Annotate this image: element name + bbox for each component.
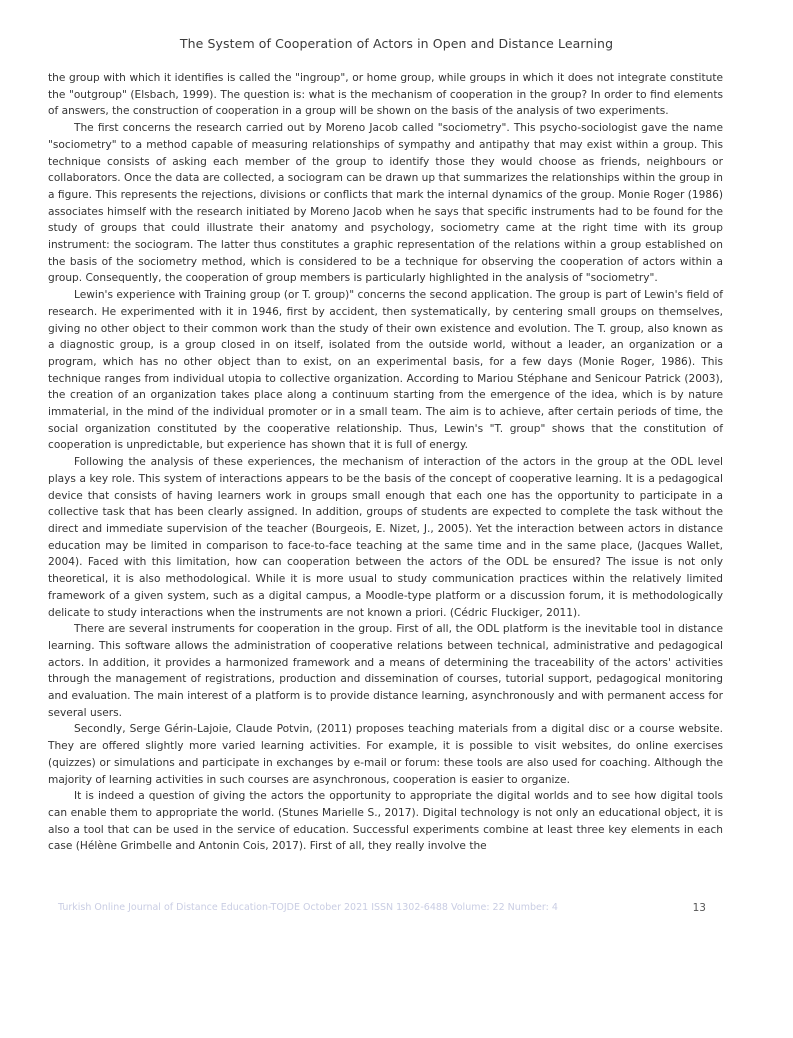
page-number: 13 — [692, 902, 706, 914]
article-body — [48, 70, 723, 855]
paragraph-7: It is indeed a question of giving the actors the opportunity to appropriate the digital worlds and to see how digital tools can enable them to appropriate the world. (Stunes Marielle S., 2017). Digital technology is not only an educational object, it is also a tool that can be used in the service of education. Successful experiments combine at least three key elements in each case (Hélène Grimbelle and Antonin Cois, 2017). First of all, they really involve the — [48, 790, 723, 853]
paragraph-1: the group with which it identifies is called the "ingroup", or home group, while groups in which it does not integrate constitute the "outgroup" (Elsbach, 1999). The question is: what is the mechanism of cooperation in the group? In order to find elements of answers, the construction of cooperation in a group will be shown on the basis of the analysis of two experiments. — [48, 72, 723, 118]
paragraph-4: Following the analysis of these experiences, the mechanism of interaction of the actors in the group at the ODL level plays a key role. This system of interactions appears to be the basis of the concept of cooperative learning. It is a pedagogical device that consists of having learners work in groups small enough that each one has the opportunity to participate in a collective task that has been clearly assigned. In addition, groups of students are expected to complete the task without the direct and immediate supervision of the teacher (Bourgeois, E. Nizet, J., 2005). Yet the interaction between actors in distance education may be limited in comparison to face-to-face teaching at the same time and in the same place, (Jacques Wallet, 2004). Faced with this limitation, how can cooperation between the actors of the ODL be ensured? The issue is not only theoretical, it is also methodological. While it is more usual to study communication practices within the relatively limited framework of a given system, such as a digital campus, a Moodle-type platform or a discussion forum, it is methodologically delicate to study interactions when the instruments are not known a priori. (Cédric Fluckiger, 2011). — [48, 456, 723, 619]
paragraph-2: The first concerns the research carried out by Moreno Jacob called "sociometry". This psycho-sociologist gave the name "sociometry" to a method capable of measuring relationships of sympathy and antipathy that may exist within a group. This technique consists of asking each member of the group to identify those they would choose as friends, neighbours or collaborators. Once the data are collected, a sociogram can be drawn up that summarizes the relationships within the group in a figure. This represents the rejections, divisions or conflicts that mark the internal dynamics of the group. Monie Roger (1986) associates himself with the research initiated by Moreno Jacob when he says that specific instruments had to be found for the study of groups that could illustrate their anatomy and psychology, sociometry came at the right time with its group instrument: the sociogram. The latter thus constitutes a graphic representation of the relations within a group established on the basis of the sociometry method, which is considered to be a technique for observing the cooperation of actors within a group. Consequently, the cooperation of group members is particularly highlighted in the analysis of "sociometry". — [48, 122, 723, 285]
footer-journal-info: Turkish Online Journal of Distance Education-TOJDE October 2021 ISSN 1302-6488 Volume: 22 Number: 4 — [58, 902, 558, 913]
running-head-title: The System of Cooperation of Actors in Open and Distance Learning — [179, 36, 614, 51]
paragraph-3: Lewin's experience with Training group (or T. group)" concerns the second application. The group is part of Lewin's field of research. He experimented with it in 1946, first by accident, then systematically, by centering small groups on themselves, giving no other object to their common work than the study of their own existence and evolution. The T. group, also known as a diagnostic group, is a group closed in on itself, isolated from the outside world, without a leader, an organization or a program, which has no other object than to exist, on an experimental basis, for a few days (Monie Roger, 1986). This technique ranges from individual utopia to collective organization. According to Mariou Stéphane and Senicour Patrick (2003), the creation of an organization takes place along a continuum starting from the emergence of the idea, which is by nature immaterial, in the mind of the individual promoter or in a small team. The aim is to achieve, after certain periods of time, the social organization constituted by the cooperative relationship. Thus, Lewin's "T. group" shows that the constitution of cooperation is unpredictable, but experience has shown that it is full of energy. — [48, 289, 723, 452]
paragraph-5: There are several instruments for cooperation in the group. First of all, the ODL platform is the inevitable tool in distance learning. This software allows the administration of cooperative relations between technical, administrative and pedagogical actors. In addition, it provides a harmonized framework and a means of determining the traceability of the actors' activities through the management of registrations, production and dissemination of courses, tutorial support, pedagogical monitoring and evaluation. The main interest of a platform is to provide distance learning, asynchronously and with permanent access for several users. — [48, 623, 723, 719]
bottom-margin — [0, 918, 723, 1038]
page-footer — [58, 902, 706, 918]
paragraph-6: Secondly, Serge Gérin-Lajoie, Claude Potvin, (2011) proposes teaching materials from a digital disc or a course website. They are offered slightly more varied learning activities. For example, it is possible to visit websites, do online exercises (quizzes) or simulations and participate in exchanges by e-mail or forum: these tools are also used for coaching. Although the majority of learning activities in such courses are asynchronous, cooperation is easier to organize. — [48, 723, 723, 786]
